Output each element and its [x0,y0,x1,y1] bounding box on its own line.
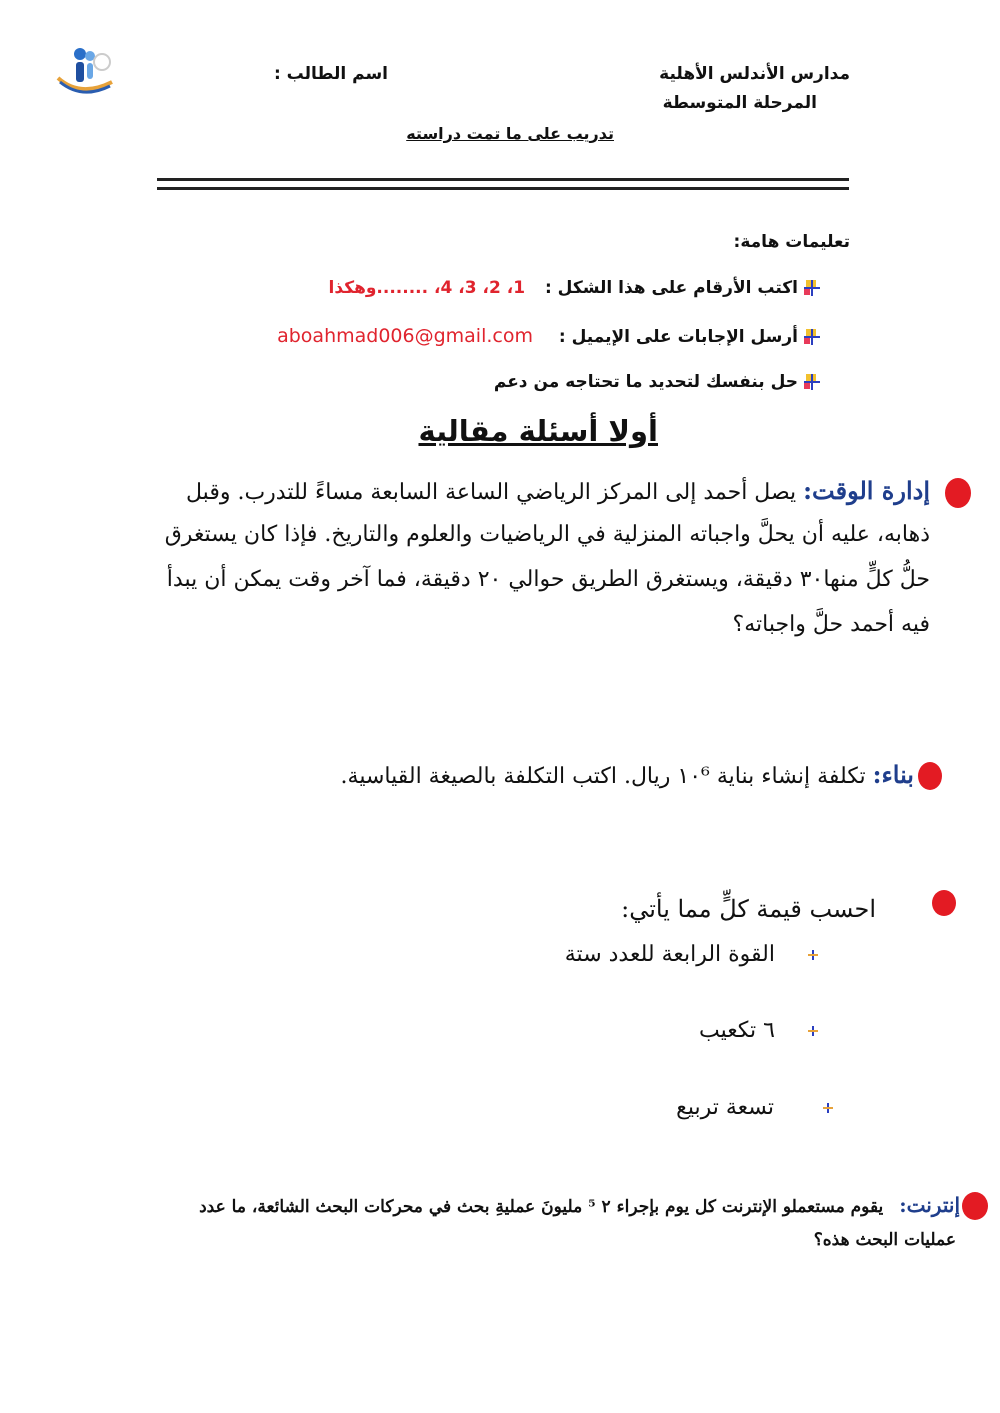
section-title: أولا أسئلة مقالية [418,414,658,448]
school-stage: المرحلة المتوسطة [662,93,817,113]
bullet-icon [804,280,820,296]
red-bullet-icon [932,890,956,916]
student-name-label: اسم الطالب : [273,64,388,84]
question-line: فيه أحمد حلَّ واجباته؟ [732,612,930,637]
header-divider-bottom [157,187,849,190]
question-construction: بناء: تكلفة إنشاء بناية ١٠⁶ ريال. اكتب التكلفة بالصيغة القياسية. [340,760,914,789]
question-line: ذهابه، عليه أن يحلَّ واجباته المنزلية في الرياضيات والعلوم والتاريخ. فإذا كان يستغرق [164,522,930,547]
bullet-icon [821,1101,835,1115]
instruction-item: أرسل الإجابات على الإيميل : aboahmad006@gmail.com [277,325,820,347]
number-format-example: 1، 2، 3، 4، ........وهكذا [328,278,526,298]
instruction-item: حل بنفسك لتحديد ما تحتاجه من دعم [494,372,820,392]
question-time-management: إدارة الوقت: يصل أحمد إلى المركز الرياضي الساعة السابعة مساءً للتدرب. وقبل [186,476,930,505]
question-internet: إنترنت: يقوم مستعملو الإنترنت كل يوم بإجراء ٢ ⁵ مليونَ عمليةِ بحث في محركات البحث الشائعة، ما عدد [199,1193,960,1217]
instructions-heading: تعليمات هامة: [733,232,850,252]
question-line: حلُّ كلٍّ منها٣٠ دقيقة، ويستغرق الطريق حوالي ٢٠ دقيقة، فما آخر وقت يمكن أن يبدأ [166,567,930,592]
email-link[interactable]: aboahmad006@gmail.com [277,325,533,347]
header-divider-top [157,178,849,181]
school-logo [50,38,122,98]
instruction-item: اكتب الأرقام على هذا الشكل : 1، 2، 3، 4، ........وهكذا [329,278,820,298]
school-name: مدارس الأندلس الأهلية [659,64,850,84]
evaluate-item: تسعة تربيع [676,1095,835,1120]
red-bullet-icon [918,762,942,790]
evaluate-item: القوة الرابعة للعدد ستة [565,942,820,967]
question-evaluate-heading: احسب قيمة كلٍّ مما يأتي: [621,895,876,923]
worksheet-title: تدريب على ما تمت دراسته [406,124,614,143]
bullet-icon [806,948,820,962]
bullet-icon [806,1024,820,1038]
red-bullet-icon [945,478,971,508]
question-line: عمليات البحث هذه؟ [813,1230,956,1250]
red-bullet-icon [962,1192,988,1220]
bullet-icon [804,374,820,390]
evaluate-item: ٦ تكعيب [699,1018,820,1043]
bullet-icon [804,329,820,345]
